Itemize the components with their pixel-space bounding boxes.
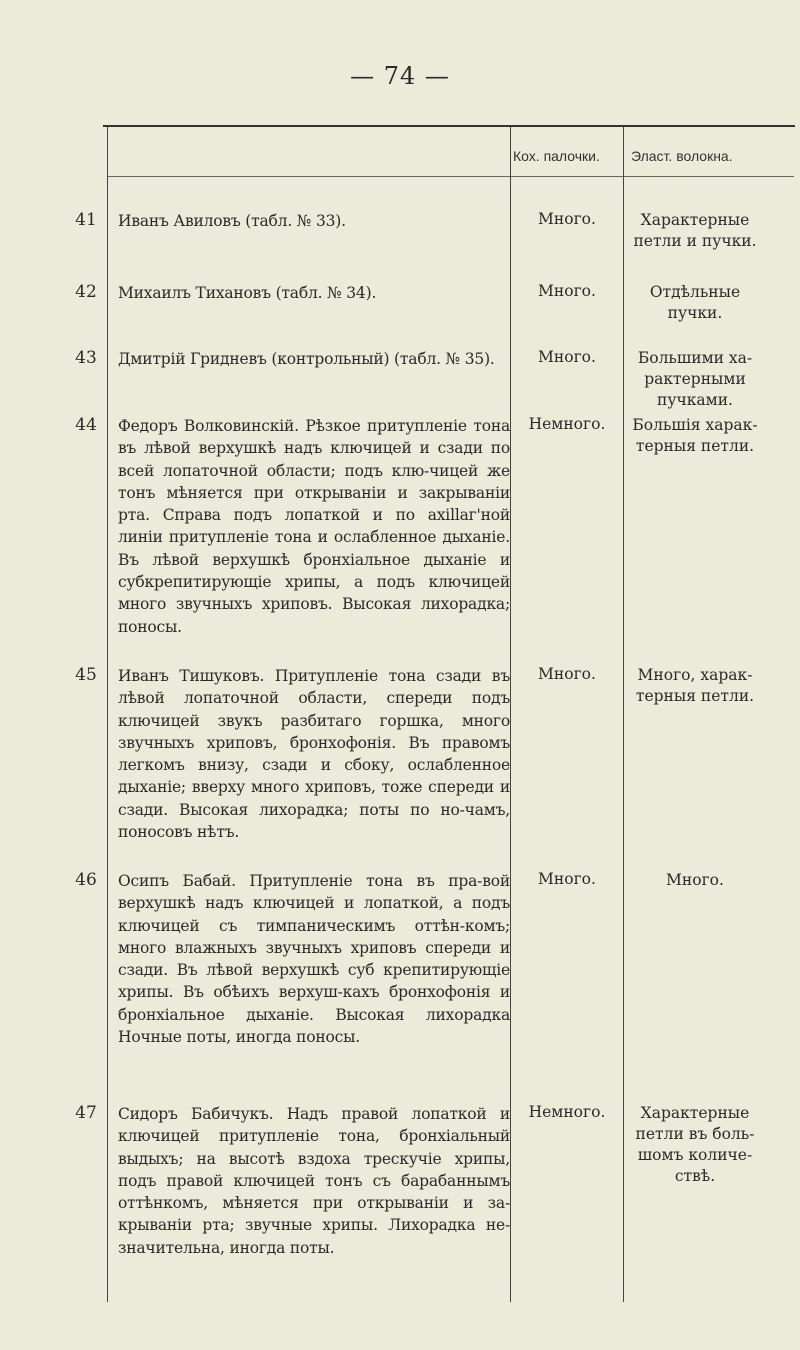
row-kokh: Много. [538,665,596,683]
header-elast: Эласт. волокна. [631,148,733,164]
page-number: — 74 — [350,62,450,90]
top-rule [103,125,795,127]
row-kokh: Много. [538,348,596,366]
row-description: Иванъ Авиловъ (табл. № 33). [118,212,346,230]
row-elast: Характерные петли и пучки. [633,211,757,250]
row-description: Сидоръ Бабичукъ. Надъ правой лопаткой и ключицей притупленіе тона, бронхіальный выдыхъ; на высотѣ вздоха трескучіе хрипы, подъ правой ключицей тонъ съ барабаннымъ оттѣнкомъ, мѣняется при открываніи и за-крываніи рта; звучные хрипы. Лихорадка не-значительна, иногда поты. [118,1105,510,1257]
header-kokh: Кох. палочки. [513,148,600,164]
column-divider-number [107,127,108,1302]
row-elast: Много. [666,871,724,889]
row-kokh: Немного. [528,415,606,433]
row-number: 46 [75,870,97,890]
row-number: 44 [75,415,97,435]
row-number: 47 [75,1103,97,1123]
row-number: 45 [75,665,97,685]
column-divider-description [510,127,511,1302]
row-elast: Большими ха-рактерными пучками. [637,349,753,409]
row-number: 43 [75,348,97,368]
row-kokh: Много. [538,870,596,888]
row-kokh: Немного. [528,1103,606,1121]
row-description: Иванъ Тишуковъ. Притупленіе тона сзади въ лѣвой лопаточной области, спереди подъ ключицей звукъ разбитаго горшка, много звучныхъ хриповъ, бронхофонія. Въ правомъ легкомъ внизу, сзади и сбоку, ослабленное дыханіе; вверху много хриповъ, тоже спереди и сзади. Высокая лихорадка; поты по но-чамъ, поносовъ нѣтъ. [118,667,510,842]
row-description: Осипъ Бабай. Притупленіе тона въ пра-вой верхушкѣ надъ ключицей и лопаткой, а подъ ключицей съ тимпаническимъ оттѣн-комъ; много влажныхъ звучныхъ хриповъ спереди и сзади. Въ лѣвой верхушкѣ суб крепитирующіе хрипы. Въ обѣихъ верхуш-кахъ бронхофонія и бронхіальное дыханіе. Высокая лихорадка Ночные поты, иногда поносы. [118,872,510,1047]
row-elast: Большія харак-терныя петли. [632,416,758,455]
row-description: Дмитрій Гридневъ (контрольный) (табл. № 35). [118,350,495,368]
row-elast: Характерные петли въ боль-шомъ количе-ствѣ. [635,1104,755,1185]
row-description: Федоръ Волковинскій. Рѣзкое притупленіе тона въ лѣвой верхушкѣ надъ ключицей и сзади по всей лопаточной области; подъ клю-чицей же тонъ мѣняется при открываніи и закрываніи рта. Справа подъ лопаткой и по ахіllаг'ной линіи притупленіе тона и ослабленное дыханіе. Въ лѣвой верхушкѣ бронхіальное дыханіе и субкрепитирующіе хрипы, а подъ ключицей много звучныхъ хриповъ. Высокая лихорадка; поносы. [118,417,510,636]
row-number: 42 [75,282,97,302]
header-rule [108,176,794,177]
row-kokh: Много. [538,282,596,300]
row-elast: Отдѣльные пучки. [649,283,741,322]
row-elast: Много, харак-терныя петли. [635,666,755,705]
row-kokh: Много. [538,210,596,228]
column-divider-kokh [623,127,624,1302]
row-number: 41 [75,210,97,230]
row-description: Михаилъ Тихановъ (табл. № 34). [118,284,377,302]
